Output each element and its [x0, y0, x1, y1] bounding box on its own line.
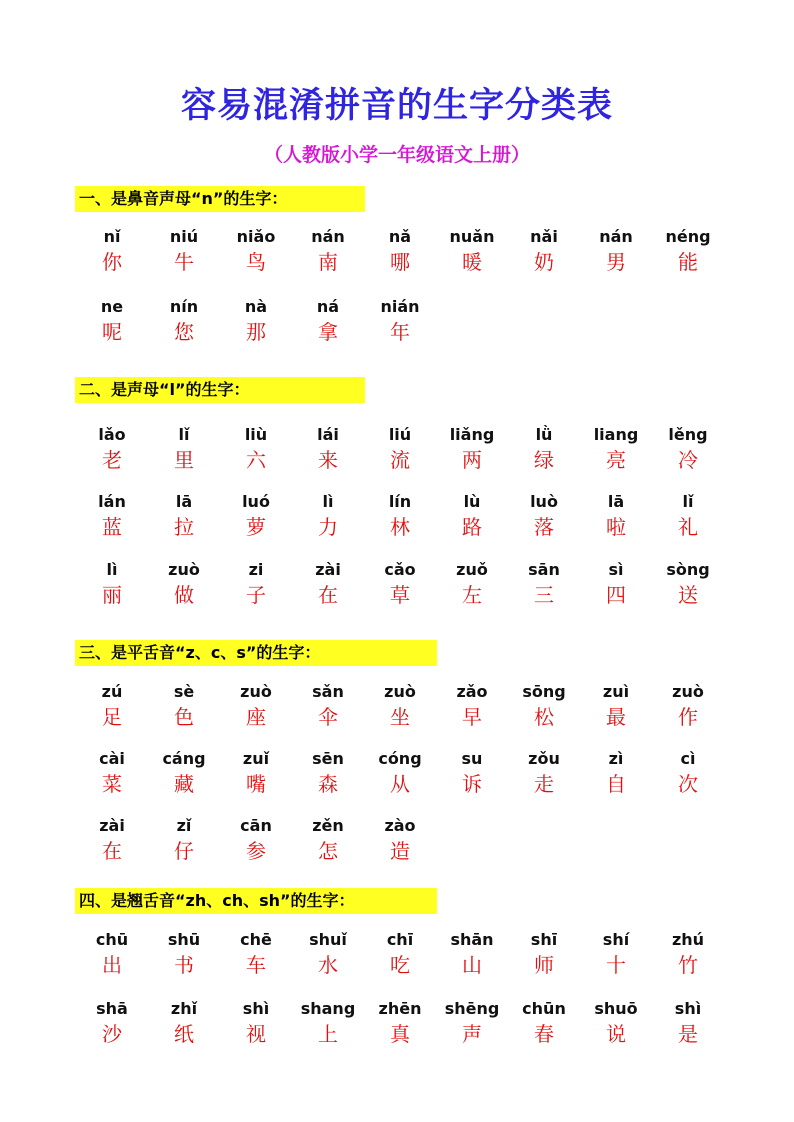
hanzi-character: 来	[318, 448, 338, 472]
hanzi-character: 草	[390, 583, 410, 607]
pinyin-label: zǐ	[176, 816, 192, 835]
character-cell	[576, 491, 656, 541]
hanzi-character: 足	[102, 705, 122, 729]
character-cell	[72, 748, 152, 798]
pinyin-label: zuǐ	[242, 749, 270, 768]
character-cell	[648, 424, 728, 474]
hanzi-character: 蓝	[102, 515, 122, 539]
hanzi-character: 书	[174, 953, 194, 977]
character-cell	[648, 559, 728, 609]
pinyin-label: zi	[248, 560, 264, 579]
hanzi-character: 送	[678, 583, 698, 607]
hanzi-character: 沙	[102, 1022, 122, 1046]
hanzi-character: 奶	[534, 250, 554, 274]
character-cell	[72, 815, 152, 865]
pinyin-label: shī	[530, 930, 558, 949]
character-cell	[360, 491, 440, 541]
hanzi-character: 参	[246, 839, 266, 863]
hanzi-character: 松	[534, 705, 554, 729]
hanzi-character: 怎	[318, 839, 338, 863]
pinyin-label: zuò	[168, 560, 200, 579]
pinyin-label: su	[461, 749, 483, 768]
hanzi-character: 走	[534, 772, 554, 796]
pinyin-label: nà	[244, 297, 268, 316]
pinyin-label: zài	[99, 816, 125, 835]
pinyin-label: lán	[98, 492, 126, 511]
hanzi-character: 里	[174, 448, 194, 472]
character-cell	[216, 226, 296, 276]
pinyin-label: shì	[242, 999, 270, 1018]
hanzi-character: 礼	[678, 515, 698, 539]
character-cell	[504, 226, 584, 276]
character-cell	[288, 998, 368, 1048]
character-cell	[504, 491, 584, 541]
pinyin-label: shuō	[594, 999, 638, 1018]
character-cell	[216, 559, 296, 609]
pinyin-label: sǎn	[312, 682, 344, 701]
pinyin-label: zuì	[602, 682, 630, 701]
character-cell	[504, 998, 584, 1048]
pinyin-label: zhǐ	[170, 999, 198, 1018]
section-heading: 三、是平舌音“z、c、s”的生字：	[75, 640, 437, 666]
hanzi-character: 纸	[174, 1022, 194, 1046]
hanzi-character: 仔	[174, 839, 194, 863]
hanzi-character: 南	[318, 250, 338, 274]
character-cell	[288, 296, 368, 346]
pinyin-label: nǎ	[388, 227, 412, 246]
character-cell	[360, 681, 440, 731]
hanzi-character: 能	[678, 250, 698, 274]
pinyin-label: sè	[173, 682, 195, 701]
pinyin-label: zào	[384, 816, 416, 835]
pinyin-label: nán	[311, 227, 345, 246]
section-heading: 二、是声母“l”的生字：	[75, 377, 365, 403]
hanzi-character: 自	[606, 772, 626, 796]
character-cell	[576, 748, 656, 798]
character-cell	[504, 559, 584, 609]
section-heading: 一、是鼻音声母“n”的生字：	[75, 186, 365, 212]
character-cell	[72, 491, 152, 541]
hanzi-character: 鸟	[246, 250, 266, 274]
pinyin-label: nín	[169, 297, 199, 316]
hanzi-character: 左	[462, 583, 482, 607]
pinyin-label: shang	[300, 999, 356, 1018]
character-cell	[144, 226, 224, 276]
hanzi-character: 坐	[390, 705, 410, 729]
character-cell	[432, 424, 512, 474]
character-cell	[144, 998, 224, 1048]
character-cell	[72, 998, 152, 1048]
pinyin-label: cì	[680, 749, 696, 768]
pinyin-label: zài	[315, 560, 341, 579]
hanzi-character: 呢	[102, 320, 122, 344]
character-cell	[504, 748, 584, 798]
pinyin-label: zuò	[384, 682, 416, 701]
pinyin-label: sì	[608, 560, 624, 579]
character-cell	[216, 296, 296, 346]
hanzi-character: 牛	[174, 250, 194, 274]
hanzi-character: 林	[390, 515, 410, 539]
character-cell	[144, 681, 224, 731]
hanzi-character: 暖	[462, 250, 482, 274]
pinyin-label: zhú	[671, 930, 705, 949]
pinyin-label: lā	[175, 492, 193, 511]
hanzi-character: 吃	[390, 953, 410, 977]
hanzi-character: 山	[462, 953, 482, 977]
pinyin-label: zhēn	[378, 999, 422, 1018]
hanzi-character: 水	[318, 953, 338, 977]
character-cell	[432, 748, 512, 798]
character-cell	[576, 929, 656, 979]
pinyin-label: nǐ	[103, 227, 121, 246]
hanzi-character: 您	[174, 320, 194, 344]
hanzi-character: 三	[534, 583, 554, 607]
hanzi-character: 子	[246, 583, 266, 607]
hanzi-character: 出	[102, 953, 122, 977]
page-title: 容易混淆拼音的生字分类表	[180, 86, 613, 126]
character-cell	[648, 491, 728, 541]
character-cell	[288, 748, 368, 798]
pinyin-label: liang	[593, 425, 639, 444]
character-cell	[504, 681, 584, 731]
hanzi-character: 竹	[678, 953, 698, 977]
character-cell	[360, 296, 440, 346]
hanzi-character: 哪	[390, 250, 410, 274]
character-cell	[432, 226, 512, 276]
hanzi-character: 你	[102, 250, 122, 274]
hanzi-character: 作	[678, 705, 698, 729]
hanzi-character: 绿	[534, 448, 554, 472]
hanzi-character: 藏	[174, 772, 194, 796]
pinyin-label: chē	[240, 930, 272, 949]
hanzi-character: 伞	[318, 705, 338, 729]
hanzi-character: 在	[318, 583, 338, 607]
hanzi-character: 说	[606, 1022, 626, 1046]
character-cell	[648, 929, 728, 979]
hanzi-character: 老	[102, 448, 122, 472]
pinyin-label: chū	[95, 930, 129, 949]
hanzi-character: 造	[390, 839, 410, 863]
character-cell	[288, 491, 368, 541]
hanzi-character: 啦	[606, 515, 626, 539]
hanzi-character: 拉	[174, 515, 194, 539]
character-cell	[144, 559, 224, 609]
hanzi-character: 座	[246, 705, 266, 729]
character-cell	[144, 296, 224, 346]
pinyin-label: sòng	[666, 560, 710, 579]
hanzi-character: 从	[390, 772, 410, 796]
pinyin-label: zěn	[312, 816, 344, 835]
pinyin-label: cǎo	[384, 560, 416, 579]
character-cell	[576, 424, 656, 474]
pinyin-label: zú	[101, 682, 123, 701]
hanzi-character: 次	[678, 772, 698, 796]
pinyin-label: zuǒ	[456, 560, 488, 579]
character-cell	[144, 491, 224, 541]
character-cell	[648, 998, 728, 1048]
pinyin-label: shā	[96, 999, 128, 1018]
character-cell	[72, 226, 152, 276]
hanzi-character: 萝	[246, 515, 266, 539]
character-cell	[216, 424, 296, 474]
character-cell	[288, 424, 368, 474]
character-cell	[360, 226, 440, 276]
pinyin-label: zuò	[240, 682, 272, 701]
pinyin-label: liù	[244, 425, 268, 444]
hanzi-character: 在	[102, 839, 122, 863]
pinyin-label: lín	[388, 492, 412, 511]
pinyin-label: liú	[388, 425, 412, 444]
pinyin-label: luò	[530, 492, 558, 511]
character-cell	[360, 929, 440, 979]
character-cell	[576, 681, 656, 731]
pinyin-label: lái	[317, 425, 339, 444]
character-cell	[216, 681, 296, 731]
pinyin-label: nǎi	[530, 227, 558, 246]
character-cell	[360, 815, 440, 865]
pinyin-label: lì	[106, 560, 118, 579]
hanzi-character: 是	[678, 1022, 698, 1046]
pinyin-label: luó	[242, 492, 270, 511]
section-heading: 四、是翘舌音“zh、ch、sh”的生字：	[75, 888, 437, 914]
hanzi-character: 力	[318, 515, 338, 539]
character-cell	[576, 226, 656, 276]
hanzi-character: 做	[174, 583, 194, 607]
character-cell	[648, 748, 728, 798]
pinyin-label: nuǎn	[449, 227, 495, 246]
pinyin-label: sōng	[522, 682, 566, 701]
character-cell	[216, 815, 296, 865]
character-cell	[144, 424, 224, 474]
pinyin-label: chūn	[522, 999, 566, 1018]
pinyin-label: lì	[322, 492, 334, 511]
hanzi-character: 年	[390, 320, 410, 344]
pinyin-label: cān	[240, 816, 272, 835]
character-cell	[288, 681, 368, 731]
pinyin-label: cóng	[378, 749, 422, 768]
hanzi-character: 拿	[318, 320, 338, 344]
hanzi-character: 嘴	[246, 772, 266, 796]
pinyin-label: lěng	[668, 425, 708, 444]
character-cell	[288, 815, 368, 865]
character-cell	[576, 559, 656, 609]
character-cell	[216, 748, 296, 798]
character-cell	[432, 681, 512, 731]
hanzi-character: 十	[606, 953, 626, 977]
hanzi-character: 上	[318, 1022, 338, 1046]
pinyin-label: niǎo	[236, 227, 276, 246]
character-cell	[144, 748, 224, 798]
character-cell	[504, 424, 584, 474]
pinyin-label: cáng	[162, 749, 206, 768]
character-cell	[360, 559, 440, 609]
hanzi-character: 诉	[462, 772, 482, 796]
character-cell	[72, 559, 152, 609]
hanzi-character: 真	[390, 1022, 410, 1046]
pinyin-label: zǒu	[528, 749, 560, 768]
pinyin-label: liǎng	[449, 425, 495, 444]
character-cell	[576, 998, 656, 1048]
hanzi-character: 落	[534, 515, 554, 539]
hanzi-character: 两	[462, 448, 482, 472]
pinyin-label: néng	[665, 227, 711, 246]
pinyin-label: shū	[167, 930, 201, 949]
character-cell	[432, 491, 512, 541]
page-subtitle: （人教版小学一年级语文上册）	[263, 144, 530, 166]
hanzi-character: 流	[390, 448, 410, 472]
pinyin-label: sān	[528, 560, 560, 579]
pinyin-label: zuò	[672, 682, 704, 701]
character-cell	[72, 929, 152, 979]
character-cell	[432, 929, 512, 979]
character-cell	[360, 424, 440, 474]
pinyin-label: lǐ	[682, 492, 694, 511]
pinyin-label: lā	[607, 492, 625, 511]
pinyin-label: lù	[463, 492, 481, 511]
pinyin-label: shuǐ	[309, 930, 347, 949]
character-cell	[648, 226, 728, 276]
character-cell	[144, 815, 224, 865]
character-cell	[72, 296, 152, 346]
hanzi-character: 菜	[102, 772, 122, 796]
hanzi-character: 亮	[606, 448, 626, 472]
hanzi-character: 最	[606, 705, 626, 729]
character-cell	[360, 748, 440, 798]
hanzi-character: 早	[462, 705, 482, 729]
pinyin-label: niú	[169, 227, 199, 246]
pinyin-label: sēn	[312, 749, 344, 768]
character-cell	[216, 491, 296, 541]
pinyin-label: lǎo	[98, 425, 126, 444]
hanzi-character: 森	[318, 772, 338, 796]
character-cell	[288, 559, 368, 609]
hanzi-character: 四	[606, 583, 626, 607]
hanzi-character: 丽	[102, 583, 122, 607]
character-cell	[288, 226, 368, 276]
hanzi-character: 视	[246, 1022, 266, 1046]
pinyin-label: lǐ	[178, 425, 190, 444]
pinyin-label: ná	[316, 297, 340, 316]
hanzi-character: 六	[246, 448, 266, 472]
hanzi-character: 春	[534, 1022, 554, 1046]
pinyin-label: shì	[674, 999, 702, 1018]
pinyin-label: shí	[602, 930, 630, 949]
pinyin-label: zì	[608, 749, 624, 768]
character-cell	[72, 681, 152, 731]
hanzi-character: 师	[534, 953, 554, 977]
hanzi-character: 男	[606, 250, 626, 274]
hanzi-character: 声	[462, 1022, 482, 1046]
character-cell	[360, 998, 440, 1048]
pinyin-label: nán	[599, 227, 633, 246]
character-cell	[288, 929, 368, 979]
character-cell	[432, 559, 512, 609]
hanzi-character: 冷	[678, 448, 698, 472]
character-cell	[648, 681, 728, 731]
character-cell	[72, 424, 152, 474]
pinyin-label: cài	[99, 749, 125, 768]
character-cell	[144, 929, 224, 979]
pinyin-label: shēng	[444, 999, 500, 1018]
pinyin-label: shān	[450, 930, 494, 949]
pinyin-label: nián	[380, 297, 420, 316]
hanzi-character: 车	[246, 953, 266, 977]
pinyin-label: ne	[100, 297, 124, 316]
pinyin-label: chī	[386, 930, 414, 949]
character-cell	[216, 998, 296, 1048]
pinyin-label: zǎo	[456, 682, 488, 701]
hanzi-character: 色	[174, 705, 194, 729]
hanzi-character: 路	[462, 515, 482, 539]
character-cell	[216, 929, 296, 979]
hanzi-character: 那	[246, 320, 266, 344]
character-cell	[432, 998, 512, 1048]
character-cell	[504, 929, 584, 979]
pinyin-label: lǜ	[535, 425, 553, 444]
